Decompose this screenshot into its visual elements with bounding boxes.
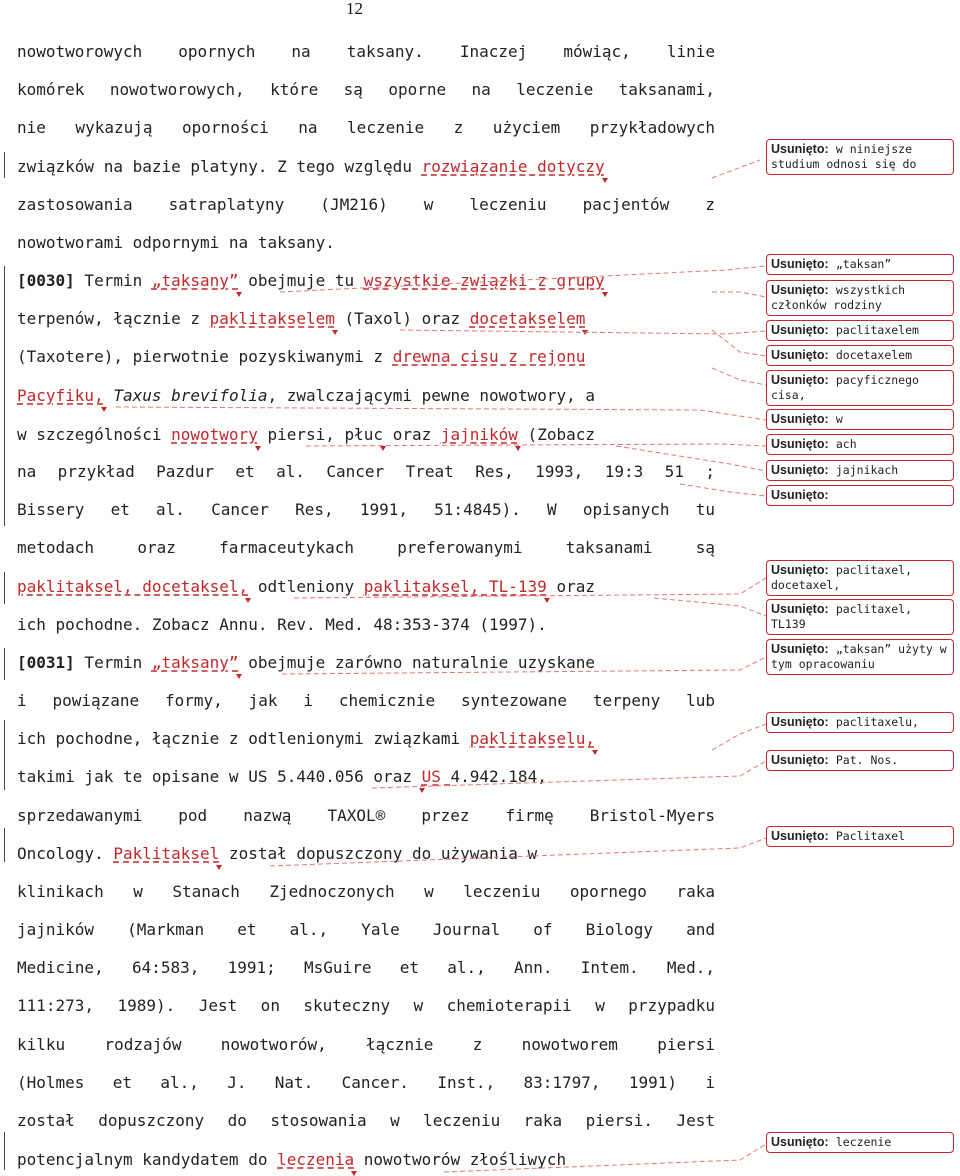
paragraph-number: [0030] (17, 271, 75, 290)
connector-line (294, 578, 766, 598)
connector-line (282, 657, 766, 674)
text-line: sprzedawanymi pod nazwą TAXOL® przez firmę Bristol-Myers (17, 806, 715, 825)
comment-balloon[interactable]: Usunięto: „taksan” użyty w tym opracowaniu (766, 639, 954, 675)
comment-balloon[interactable]: Usunięto: paclitaxelu, (766, 712, 954, 733)
connector-line (712, 160, 760, 178)
comment-balloon[interactable]: Usunięto: Pat. Nos. (766, 750, 954, 771)
inserted-text[interactable]: Pacyfiku, (17, 386, 104, 405)
text-line: na przykład Pazdur et al. Cancer Treat Res, 1993, 19:3 51 ; (17, 462, 715, 481)
inserted-text[interactable]: paklitakselu, (469, 729, 595, 748)
page-number: 12 (346, 0, 363, 18)
text-line: zastosowania satraplatyny (JM216) w leczeniu pacjentów z (17, 195, 715, 214)
comment-balloon[interactable]: Usunięto: docetaxelem (766, 345, 954, 366)
comment-balloon[interactable]: Usunięto: paclitaxelem (766, 320, 954, 341)
comment-balloon[interactable]: Usunięto: wszystkich członków rodziny (766, 280, 954, 316)
comment-balloon[interactable]: Usunięto: jajnikach (766, 460, 954, 481)
comment-balloon[interactable]: Usunięto: (766, 485, 954, 506)
inserted-text[interactable]: rozwiązanie dotyczy (421, 157, 605, 176)
comment-balloon[interactable]: Usunięto: leczenie (766, 1132, 954, 1153)
connector-line (444, 1144, 766, 1172)
text-line: nie wykazują oporności na leczenie z użyciem przykładowych (17, 118, 715, 137)
connector-line (712, 368, 766, 385)
deletion-mark: piersi, płuc (257, 425, 384, 444)
text-line: jajników (Markman et al., Yale Journal of Biology and (17, 920, 715, 939)
text-line: Pacyfiku, Taxus brevifolia, zwalczającymi pewne nowotwory, a (17, 386, 595, 405)
text-line: metodach oraz farmaceutykach preferowanymi taksanami są (17, 538, 715, 557)
text-line: 111:273, 1989). Jest on skuteczny w chemioterapii w przypadku (17, 996, 715, 1015)
connector-line (280, 266, 766, 292)
text-line: [0031] Termin „taksany” obejmuje zarówno naturalnie uzyskane (17, 653, 595, 672)
text-line: związków na bazie platyny. Z tego względu rozwiązanie dotyczy (17, 157, 605, 176)
inserted-text[interactable]: nowotwory (171, 425, 258, 444)
text-line: terpenów, łącznie z paklitakselem (Taxol) oraz docetakselem (17, 309, 586, 328)
comment-balloon[interactable]: Usunięto: w (766, 409, 954, 430)
text-line: (Taxotere), pierwotnie pozyskiwanymi z drewna cisu z rejonu (17, 347, 586, 366)
connector-line (116, 407, 766, 420)
connector-line (616, 446, 766, 471)
connector-line (372, 761, 766, 788)
text-line: i powiązane formy, jak i chemicznie syntezowane terpeny lub (17, 691, 715, 710)
text-line: (Holmes et al., J. Nat. Cancer. Inst., 83:1797, 1991) i (17, 1073, 715, 1092)
text-line: nowotworami odpornymi na taksany. (17, 233, 335, 252)
inserted-text[interactable]: Paklitaksel (113, 844, 220, 863)
text-line: komórek nowotworowych, które są oporne na leczenie taksanami, (17, 80, 715, 99)
connector-line (680, 484, 766, 496)
text-line: klinikach w Stanach Zjednoczonych w leczeniu opornego raka (17, 882, 715, 901)
deletion-mark: 5.440.056 oraz (277, 767, 422, 786)
inserted-text[interactable]: paklitaksel, docetaksel, (17, 577, 249, 596)
text-line: Medicine, 64:583, 1991; MsGuire et al., Ann. Intem. Med., (17, 958, 715, 977)
text-line: Oncology. Paklitaksel został dopuszczony do używania w (17, 844, 538, 863)
text-line: ich pochodne. Zobacz Annu. Rev. Med. 48:353-374 (1997). (17, 615, 547, 634)
comment-balloon[interactable]: Usunięto: Paclitaxel (766, 826, 954, 847)
comment-balloon[interactable]: Usunięto: ach (766, 434, 954, 455)
inserted-text[interactable]: wszystkie związki z grupy (363, 271, 605, 290)
inserted-text[interactable]: jajników (440, 425, 518, 444)
comment-balloon[interactable]: Usunięto: pacyficznego cisa, (766, 370, 954, 406)
text-line: ich pochodne, łącznie z odtlenionymi związkami paklitakselu, (17, 729, 595, 748)
connector-line (270, 838, 766, 866)
connector-line (654, 598, 766, 616)
inserted-text[interactable]: leczenia (277, 1150, 355, 1169)
inserted-text[interactable]: docetakselem (469, 309, 586, 328)
inserted-text[interactable]: paklitakselem (209, 309, 335, 328)
text-line: został dopuszczony do stosowania w leczeniu raka piersi. Jest (17, 1111, 715, 1130)
text-line: Bissery et al. Cancer Res, 1991, 51:4845). W opisanych tu (17, 500, 715, 519)
comment-balloon[interactable]: Usunięto: paclitaxel, docetaxel, (766, 560, 954, 596)
connector-line (306, 444, 766, 446)
inserted-text[interactable]: „taksany” (151, 271, 239, 290)
connector-line (712, 292, 766, 297)
inserted-text[interactable]: „taksany” (151, 653, 239, 672)
connector-line (712, 724, 766, 750)
connector-line (400, 330, 766, 334)
paragraph-number: [0031] (17, 653, 75, 672)
comment-balloon[interactable]: Usunięto: paclitaxel, TL139 (766, 599, 954, 635)
text-line: kilku rodzajów nowotworów, łącznie z nowotworem piersi (17, 1035, 715, 1054)
inserted-text[interactable]: US (421, 767, 451, 786)
text-line: [0030] Termin „taksany” obejmuje tu wszystkie związki z grupy (17, 271, 605, 290)
inserted-text[interactable]: drewna cisu z rejonu (392, 347, 586, 366)
text-line: takimi jak te opisane w US 5.440.056 oraz US 4.942.184, (17, 767, 547, 786)
text-line: potencjalnym kandydatem do leczenia nowotworów złośliwych (17, 1150, 567, 1169)
comment-balloon[interactable]: Usunięto: w niniejsze studium odnosi się do (766, 139, 954, 175)
text-line: paklitaksel, docetaksel, odtleniony paklitaksel, TL-139 oraz (17, 577, 595, 596)
comment-balloon[interactable]: Usunięto: „taksan” (766, 254, 954, 275)
text-line: nowotworowych opornych na taksany. Inaczej mówiąc, linie (17, 42, 715, 61)
inserted-text[interactable]: paklitaksel, TL-139 (363, 577, 547, 596)
text-line: w szczególności nowotwory piersi, płuc oraz jajników (Zobacz (17, 425, 595, 444)
